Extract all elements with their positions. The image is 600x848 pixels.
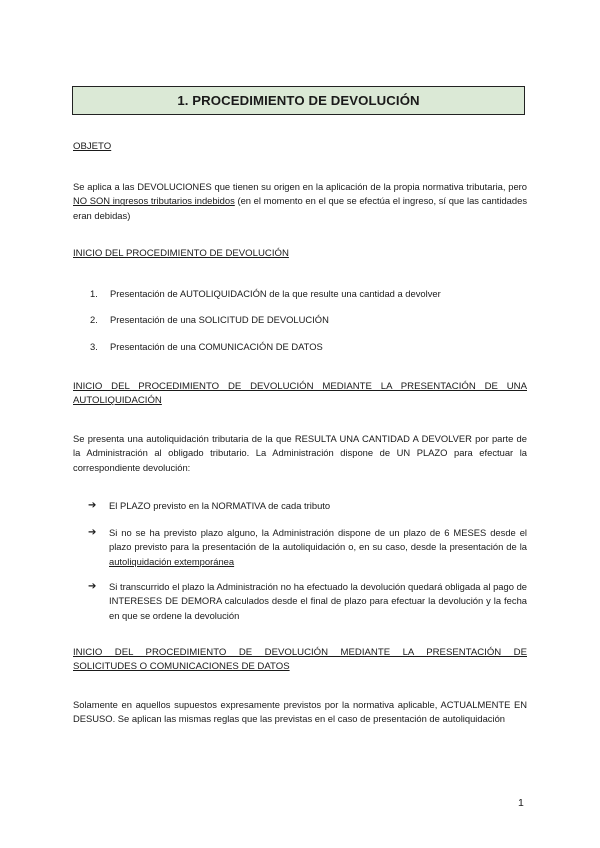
underlined-phrase: NO SON ingresos tributarios indebidos — [73, 195, 235, 207]
section-heading-autoliquidacion: INICIO DEL PROCEDIMIENTO DE DEVOLUCIÓN MEDIANTE LA PRESENTACIÓN DE UNA AUTOLIQUIDACIÓN — [73, 381, 527, 406]
arrow-right-icon: ➔ — [88, 527, 97, 538]
list-item: 3. Presentación de una COMUNICACIÓN DE DATOS — [90, 341, 323, 352]
list-item: 1. Presentación de AUTOLIQUIDACIÓN de la que resulte una cantidad a devolver — [90, 288, 441, 299]
underlined-phrase: autoliquidación extemporánea — [109, 555, 235, 567]
section-heading-objeto: OBJETO — [73, 141, 112, 152]
page-title: 1. PROCEDIMIENTO DE DEVOLUCIÓN — [72, 86, 525, 115]
bullet-item: ➔ Si no se ha previsto plazo alguno, la Administración dispone de un plazo de 6 MESES desde el plazo previsto para la presentación de la autoliquidación o, en su caso, desde la presentación de la autoliquidación extemporánea — [88, 527, 527, 567]
list-item: 2. Presentación de una SOLICITUD DE DEVOLUCIÓN — [90, 314, 329, 325]
autoliquidacion-paragraph: Se presenta una autoliquidación tributaria de la que RESULTA UNA CANTIDAD A DEVOLVER por parte de la Administración al obligado tributario. La Administración dispone de UN PLAZO para efectuar la correspondiente devolución: — [73, 433, 527, 473]
section-heading-solicitudes: INICIO DEL PROCEDIMIENTO DE DEVOLUCIÓN MEDIANTE LA PRESENTACIÓN DE SOLICITUDES O COMUNICACIONES DE DATOS — [73, 647, 527, 672]
bullet-item: ➔ El PLAZO previsto en la NORMATIVA de cada tributo — [88, 499, 527, 513]
arrow-right-icon: ➔ — [88, 500, 97, 511]
bullet-item: ➔ Si transcurrido el plazo la Administración no ha efectuado la devolución quedará obligada al pago de INTERESES DE DEMORA calculados desde el final de plazo para efectuar la devolución y la fecha en que se ordene la devolución — [88, 581, 527, 621]
arrow-right-icon: ➔ — [88, 581, 97, 592]
solicitudes-paragraph: Solamente en aquellos supuestos expresamente previstos por la normativa aplicable, ACTUALMENTE EN DESUSO. Se aplican las mismas reglas que las previstas en el caso de presentación de autoliquidación — [73, 699, 527, 725]
page-number: 1 — [518, 797, 524, 809]
objeto-paragraph: Se aplica a las DEVOLUCIONES que tienen su origen en la aplicación de la propia normativa tributaria, pero NO SON ingresos tributarios indebidos (en el momento en el que se efectúa el ingreso, sí que las cantidades eran debidas) — [73, 181, 528, 221]
section-heading-inicio: INICIO DEL PROCEDIMIENTO DE DEVOLUCIÓN — [73, 248, 289, 259]
